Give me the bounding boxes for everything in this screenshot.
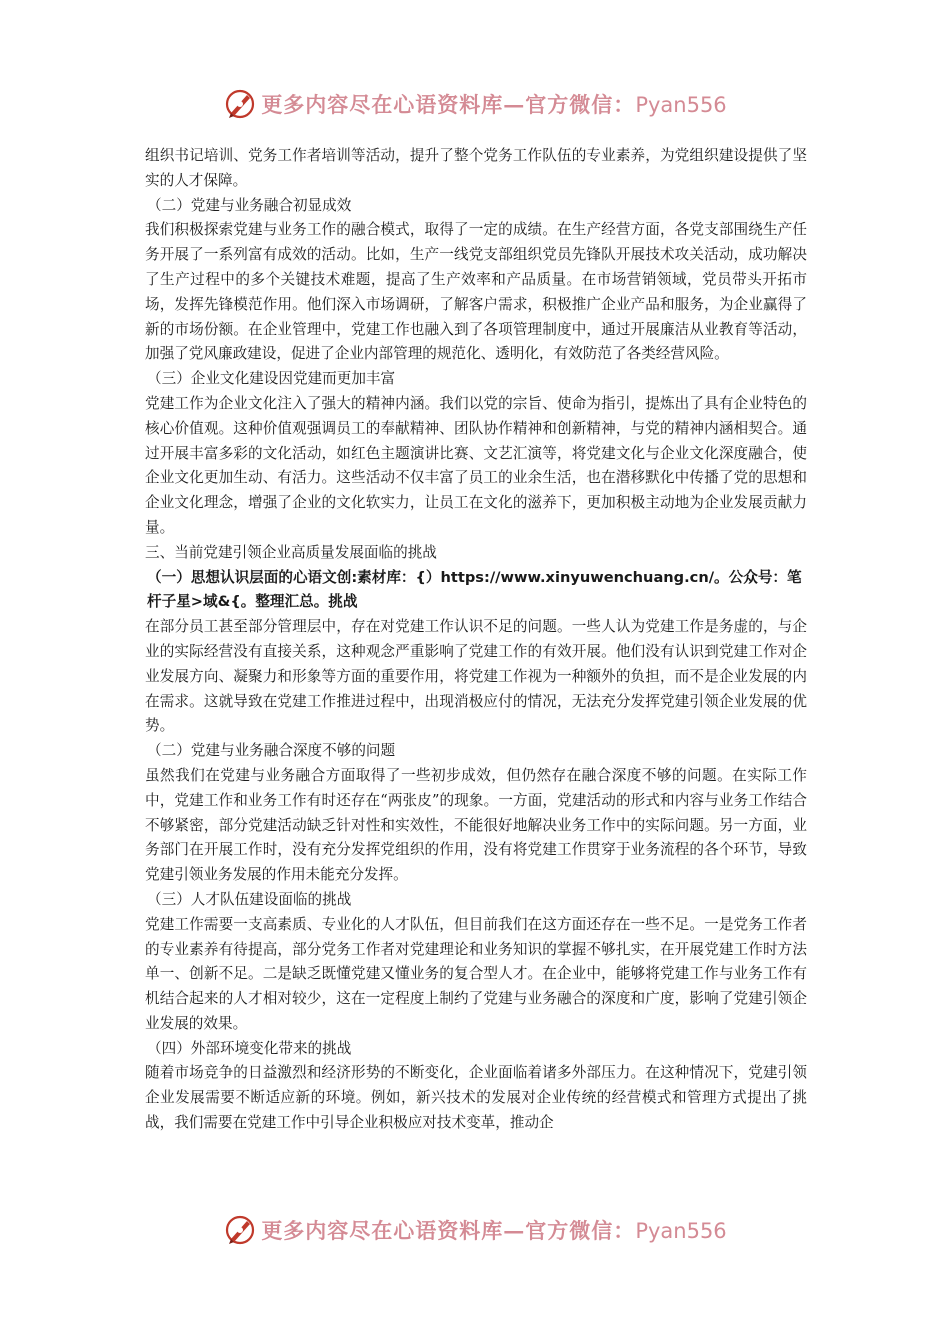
subsection-heading: （四）外部环境变化带来的挑战 xyxy=(147,1039,352,1057)
paragraph: 在部分员工甚至部分管理层中，存在对党建工作认识不足的问题。一些人认为党建工作是务虚的，与企业的实际经营没有直接关系，这种观念严重影响了党建工作的有效开展。他们没有认识到党建工作对企业发展方向、凝聚力和形象等方面的重要作用，将党建工作视为一种额外的负担，而不是企业发展的内在需求。这就导致在党建工作推进过程中，出现消极应付的情况，无法充分发挥党建引领企业发展的优势。 xyxy=(145,618,807,735)
subsection-heading: （二）党建与业务融合深度不够的问题 xyxy=(147,742,396,760)
banner-text: 更多内容尽在心语资料库—官方微信：Pyan556 xyxy=(261,1218,727,1243)
paragraph: 我们积极探索党建与业务工作的融合模式，取得了一定的成绩。在生产经营方面，各党支部围绕生产任务开展了一系列富有成效的活动。比如，生产一线党支部组织党员先锋队开展技术攻关活动，成功解决了生产过程中的多个关键技术难题，提高了生产效率和产品质量。在市场营销领域，党员带头开拓市场，发挥先锋模范作用。他们深入市场调研，了解客户需求，积极推广企业产品和服务，为企业赢得了新的市场份额。在企业管理中，党建工作也融入到了各项管理制度中，通过开展廉洁从业教育等活动，加强了党风廉政建设，促进了企业内部管理的规范化、透明化，有效防范了各类经营风险。 xyxy=(145,221,807,363)
footer-banner xyxy=(0,1206,950,1254)
subsection-heading: （三）人才队伍建设面临的挑战 xyxy=(147,890,352,908)
paragraph: 党建工作为企业文化注入了强大的精神内涵。我们以党的宗旨、使命为指引，提炼出了具有企业特色的核心价值观。这种价值观强调员工的奉献精神、团队协作精神和创新精神，与党的精神内涵相契合。通过开展丰富多彩的文化活动，如红色主题演讲比赛、文艺汇演等，将党建文化与企业文化深度融合，使企业文化更加生动、有活力。这些活动不仅丰富了员工的业余生活，也在潜移默化中传播了党的思想和企业文化理念，增强了企业的文化软实力，让员工在文化的滋养下，更加积极主动地为企业发展贡献力量。 xyxy=(145,394,807,536)
bold-heading: （一）思想认识层面的心语文创:素材库：{）https://www.xinyuwenchuang.cn/。公众号：笔杆子星>域&{。整理汇总。挑战 xyxy=(147,568,802,611)
section-heading: 三、当前党建引领企业高质量发展面临的挑战 xyxy=(145,543,437,561)
document-body xyxy=(145,144,807,1136)
subsection-heading: （三）企业文化建设因党建而更加丰富 xyxy=(147,370,396,388)
paragraph: 随着市场竞争的日益激烈和经济形势的不断变化，企业面临着诸多外部压力。在这种情况下，党建引领企业发展需要不断适应新的环境。例如，新兴技术的发展对企业传统的经营模式和管理方式提出了挑战，我们需要在党建工作中引导企业积极应对技术变革，推动企 xyxy=(145,1064,807,1132)
subsection-heading: （二）党建与业务融合初显成效 xyxy=(147,196,352,214)
wechat-id: Pyan556 xyxy=(635,93,727,117)
paragraph: 组织书记培训、党务工作者培训等活动，提升了整个党务工作队伍的专业素养，为党组织建设提供了坚实的人才保障。 xyxy=(145,147,807,189)
header-banner xyxy=(0,80,950,128)
banner-text: 更多内容尽在心语资料库—官方微信：Pyan556 xyxy=(261,92,727,117)
pen-logo-icon xyxy=(223,87,257,121)
paragraph: 党建工作需要一支高素质、专业化的人才队伍，但目前我们在这方面还存在一些不足。一是党务工作者的专业素养有待提高，部分党务工作者对党建理论和业务知识的掌握不够扎实，在开展党建工作时方法单一、创新不足。二是缺乏既懂党建又懂业务的复合型人才。在企业中，能够将党建工作与业务工作有机结合起来的人才相对较少，这在一定程度上制约了党建与业务融合的深度和广度，影响了党建引领企业发展的效果。 xyxy=(145,915,807,1032)
wechat-id: Pyan556 xyxy=(635,1219,727,1243)
paragraph: 虽然我们在党建与业务融合方面取得了一些初步成效，但仍然存在融合深度不够的问题。在实际工作中，党建工作和业务工作有时还存在“两张皮”的现象。一方面，党建活动的形式和内容与业务工作结合不够紧密，部分党建活动缺乏针对性和实效性，不能很好地解决业务工作中的实际问题。另一方面，业务部门在开展工作时，没有充分发挥党组织的作用，没有将党建工作贯穿于业务流程的各个环节，导致党建引领业务发展的作用未能充分发挥。 xyxy=(145,766,807,884)
pen-logo-icon xyxy=(223,1213,257,1247)
